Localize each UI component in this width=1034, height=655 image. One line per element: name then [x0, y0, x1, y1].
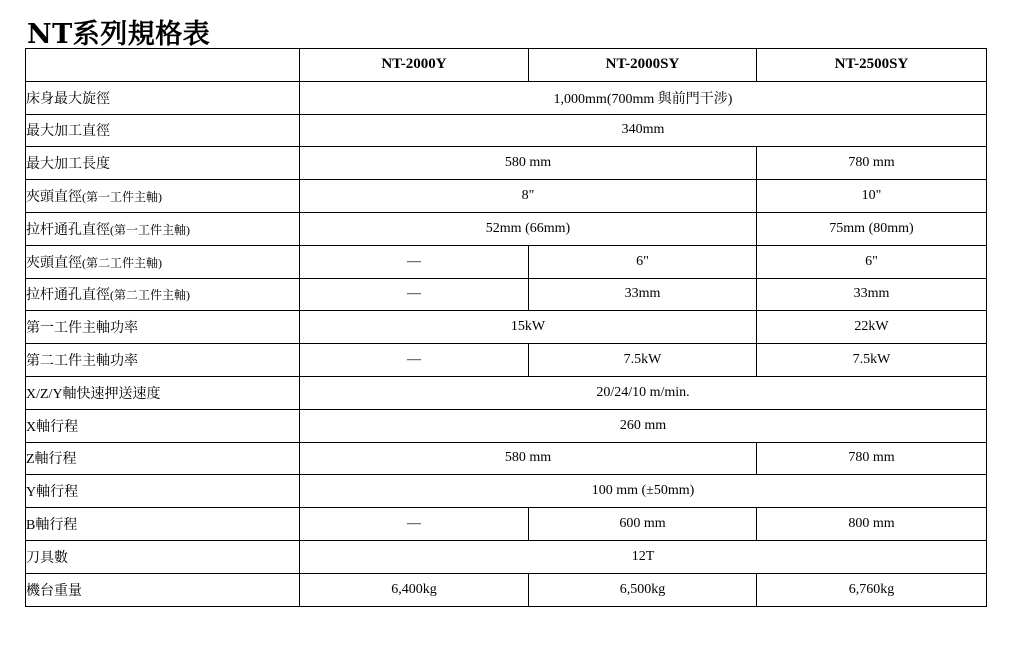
value-cell: 75mm (80mm) — [757, 212, 987, 245]
table-row — [26, 180, 987, 213]
row-label — [26, 212, 300, 245]
row-label-main: 夾頭直徑 — [26, 255, 82, 271]
value-cell: 1,000mm(700mm 與前門干涉) — [300, 81, 987, 114]
value-cell: 33mm — [529, 278, 757, 311]
value-cell: 15kW — [300, 311, 757, 344]
value-cell: 580 mm — [300, 147, 757, 180]
value-cell: 100 mm (±50mm) — [300, 475, 987, 508]
row-label: 第二工件主軸功率 — [26, 344, 300, 377]
row-label: 第一工件主軸功率 — [26, 311, 300, 344]
table-row — [26, 278, 987, 311]
table-row — [26, 409, 987, 442]
row-label-main: 拉杆通孔直徑 — [26, 222, 110, 238]
row-label-sub: (第二工件主軸) — [82, 255, 162, 270]
value-cell: 7.5kW — [529, 344, 757, 377]
table-row — [26, 442, 987, 475]
value-cell: 6" — [529, 245, 757, 278]
header-model-nt-2500sy: NT-2500SY — [757, 49, 987, 82]
value-cell: 800 mm — [757, 508, 987, 541]
row-label-main: 拉杆通孔直徑 — [26, 288, 110, 304]
value-cell: — — [300, 508, 529, 541]
row-label: 最大加工直徑 — [26, 114, 300, 147]
row-label: B軸行程 — [26, 508, 300, 541]
row-label: 刀具數 — [26, 540, 300, 573]
table-row — [26, 245, 987, 278]
table-row — [26, 212, 987, 245]
spec-table — [25, 48, 987, 607]
table-row — [26, 114, 987, 147]
row-label: 床身最大旋徑 — [26, 81, 300, 114]
value-cell: 8" — [300, 180, 757, 213]
header-model-nt-2000sy: NT-2000SY — [529, 49, 757, 82]
table-row — [26, 147, 987, 180]
row-label — [26, 245, 300, 278]
row-label: Z軸行程 — [26, 442, 300, 475]
table-row — [26, 81, 987, 114]
row-label: 最大加工長度 — [26, 147, 300, 180]
value-cell: 340mm — [300, 114, 987, 147]
table-row — [26, 573, 987, 606]
value-cell: 20/24/10 m/min. — [300, 376, 987, 409]
value-cell: 780 mm — [757, 442, 987, 475]
row-label: 機台重量 — [26, 573, 300, 606]
value-cell: 22kW — [757, 311, 987, 344]
value-cell: 580 mm — [300, 442, 757, 475]
header-model-nt-2000y: NT-2000Y — [300, 49, 529, 82]
table-row — [26, 344, 987, 377]
value-cell: 780 mm — [757, 147, 987, 180]
value-cell: 6,500kg — [529, 573, 757, 606]
value-cell: 12T — [300, 540, 987, 573]
table-header-row — [26, 49, 987, 82]
table-row — [26, 475, 987, 508]
header-empty-cell — [26, 49, 300, 82]
value-cell: — — [300, 278, 529, 311]
table-row — [26, 508, 987, 541]
page-title: NT系列規格表 — [27, 19, 211, 50]
row-label-main: 夾頭直徑 — [26, 190, 82, 206]
row-label-sub: (第一工件主軸) — [82, 190, 162, 205]
table-row — [26, 376, 987, 409]
value-cell: 52mm (66mm) — [300, 212, 757, 245]
value-cell: — — [300, 344, 529, 377]
value-cell: 33mm — [757, 278, 987, 311]
value-cell: 600 mm — [529, 508, 757, 541]
value-cell: 6,400kg — [300, 573, 529, 606]
table-row — [26, 311, 987, 344]
row-label — [26, 180, 300, 213]
row-label-sub: (第二工件主軸) — [110, 288, 190, 303]
row-label — [26, 278, 300, 311]
value-cell: 6,760kg — [757, 573, 987, 606]
value-cell: — — [300, 245, 529, 278]
value-cell: 260 mm — [300, 409, 987, 442]
value-cell: 6" — [757, 245, 987, 278]
row-label: X軸行程 — [26, 409, 300, 442]
row-label: Y軸行程 — [26, 475, 300, 508]
value-cell: 10" — [757, 180, 987, 213]
value-cell: 7.5kW — [757, 344, 987, 377]
row-label: X/Z/Y軸快速押送速度 — [26, 376, 300, 409]
table-row — [26, 540, 987, 573]
row-label-sub: (第一工件主軸) — [110, 222, 190, 237]
